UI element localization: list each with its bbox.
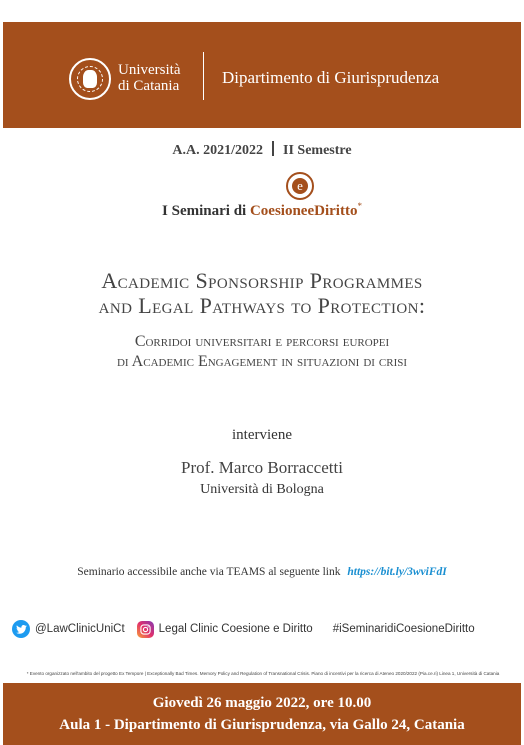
subtitle-line2: di Academic Engagement in situazioni di crisi bbox=[116, 353, 408, 370]
series-brand-coesione: Coesione bbox=[249, 203, 308, 219]
seminar-series bbox=[0, 201, 524, 220]
semester-divider bbox=[272, 141, 274, 156]
instagram-icon bbox=[137, 621, 154, 638]
header-divider bbox=[203, 52, 204, 100]
logo-glyph: e bbox=[297, 178, 303, 193]
instagram-handle[interactable]: Legal Clinic Coesione e Diritto bbox=[158, 623, 313, 635]
series-brand-diritto: Diritto bbox=[314, 203, 358, 219]
speaker-name: Prof. Marco Borraccetti bbox=[181, 458, 343, 477]
university-name bbox=[118, 62, 180, 94]
subtitle-line1: Corridoi universitari e percorsi europei bbox=[134, 333, 390, 350]
department-name: Dipartimento di Giurisprudenza bbox=[222, 68, 440, 87]
title-line1: Academic Sponsorship Programmes bbox=[101, 268, 423, 293]
speaker-intro: interviene bbox=[232, 427, 292, 443]
footer-banner bbox=[3, 683, 521, 745]
teams-text: Seminario accessibile anche via TEAMS al seguente link bbox=[77, 566, 341, 578]
academic-year bbox=[0, 141, 524, 159]
event-date: Giovedì 26 maggio 2022, ore 10.00 bbox=[152, 695, 372, 711]
twitter-icon bbox=[12, 620, 30, 638]
teams-info bbox=[0, 566, 524, 578]
university-name-line2: di Catania bbox=[118, 78, 180, 94]
social-bar bbox=[12, 620, 522, 638]
hashtag: #iSeminaridiCoesioneDiritto bbox=[332, 623, 475, 635]
event-location: Aula 1 - Dipartimento di Giurisprudenza, via Gallo 24, Catania bbox=[59, 717, 465, 733]
speaker-affiliation: Università di Bologna bbox=[200, 482, 324, 497]
series-mark: * bbox=[357, 201, 362, 211]
twitter-handle[interactable]: @LawClinicUniCt bbox=[35, 623, 125, 635]
seminar-subtitle bbox=[0, 332, 524, 372]
footnote: * Evento organizzato nell'ambito del progetto Ex Tempore | Exceptionally Bad Times. Memory Policy and Regulation of Transnational Crisis. Piano di incentivi per la ricerca di Ateneo 2020/2022 (Pia.ce.ri) Linea 1, Università di Catania bbox=[26, 671, 500, 676]
seminar-title bbox=[0, 268, 524, 318]
series-prefix: I Seminari di bbox=[162, 203, 247, 219]
coesione-diritto-logo-icon bbox=[286, 172, 314, 200]
university-seal-icon bbox=[69, 58, 111, 100]
semester-label: II Semestre bbox=[283, 143, 352, 158]
university-name-line1: Università bbox=[118, 62, 181, 78]
academic-year-label: A.A. 2021/2022 bbox=[172, 143, 264, 158]
title-line2: and Legal Pathways to Protection: bbox=[98, 293, 426, 318]
header-banner bbox=[3, 22, 521, 128]
series-brand-e: e bbox=[307, 203, 315, 219]
teams-link[interactable]: https://bit.ly/3wviFdI bbox=[347, 566, 447, 578]
